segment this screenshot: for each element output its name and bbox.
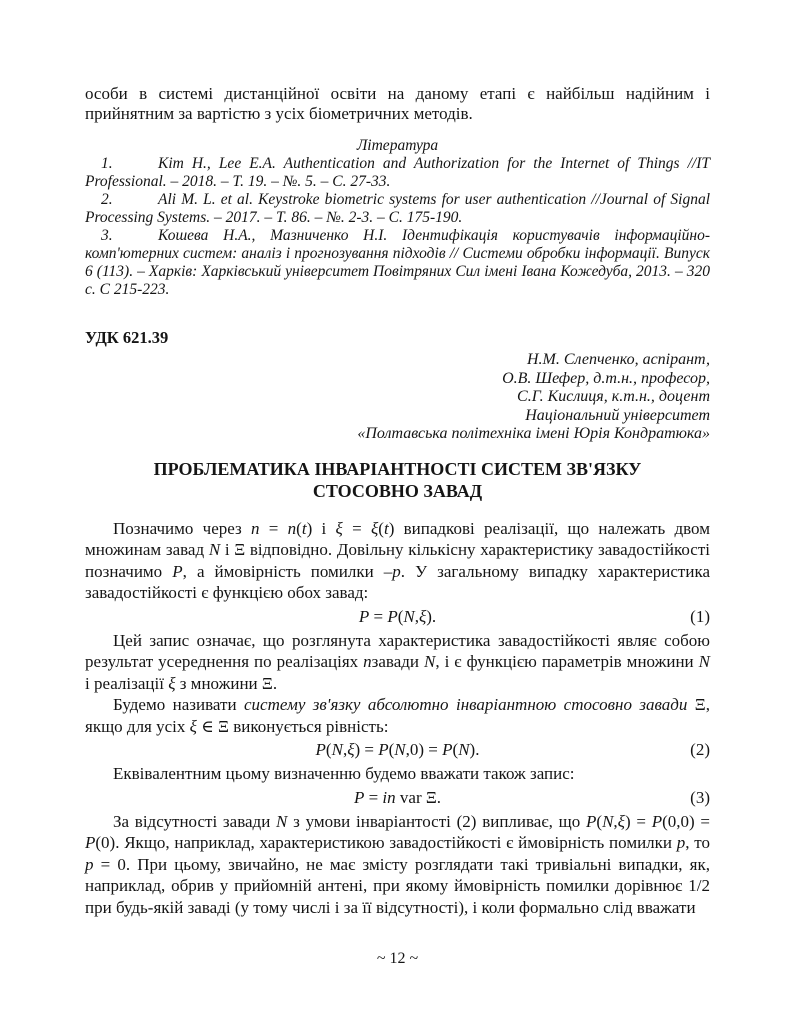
reference-number: 2. [101, 191, 113, 208]
equation-formula: P = P(N,ξ). [358, 606, 437, 626]
affiliation-line: Національний університет [525, 406, 710, 424]
equation-number: (1) [690, 606, 710, 626]
equation-1 [85, 604, 710, 630]
reference-text: Kim H., Lee E.A. Authentication and Authorization for the Internet of Things //IT Professional. – 2018. – Т. 19. – №. 5. – С. 27-33. [85, 155, 710, 190]
article-title [85, 458, 710, 502]
leading-paragraph: особи в системі дистанційної освіти на даному етапі є найбільш надійним і прийнятним за вартістю з усіх біометричних методів. [85, 84, 710, 123]
body-paragraph-2: Цей запис означає, що розглянута характеристика завадостійкості являє собою результат усереднення по реалізаціях nзавади N, і є функцією параметрів множини N і реалізації ξ з множини Ξ. [85, 630, 710, 693]
author-line: С.Г. Кислиця, к.т.н., доцент [517, 388, 710, 405]
article-title-line-2: СТОСОВНО ЗАВАД [312, 480, 483, 501]
equation-number: (3) [690, 787, 710, 807]
reference-item-2 [85, 191, 710, 227]
reference-text: Кошева Н.А., Мазниченко Н.І. Ідентифікація користувачів інформаційно-комп'ютерних систем: аналіз і прогнозування підходів // Системи обробки інформації. Випуск 6 (113). – Харків: Харківський університет Повітряних Сил імені Івана Кожедуба, 2013. – 320 с. С 215-223. [85, 227, 710, 298]
literature-heading: Література [356, 137, 439, 154]
equation-formula: P(N,ξ) = P(N,0) = P(N). [315, 740, 480, 759]
equation-3 [85, 785, 710, 811]
equation-2 [85, 737, 710, 763]
authors-block [85, 351, 710, 444]
body-paragraph-3: Будемо називати систему зв'язку абсолютно інваріантною стосовно завади Ξ, якщо для усіх ξ ∈ Ξ виконується рівність: [85, 695, 710, 736]
author-line: О.В. Шефер, д.т.н., професор, [502, 369, 710, 387]
author-line: Н.М. Слепченко, аспірант, [526, 351, 710, 368]
equation-formula: P = in var Ξ. [353, 787, 442, 807]
reference-number: 3. [101, 227, 113, 244]
body-paragraph-4: Еквівалентним цьому визначенню будемо вважати також запис: [113, 764, 575, 783]
reference-text: Ali M. L. et al. Keystroke biometric systems for user authentication //Journal of Signal Processing Systems. – 2017. – Т. 86. – №. 2-3. – С. 175-190. [85, 191, 710, 226]
body-paragraph-1: Позначимо через n = n(t) і ξ = ξ(t) випадкові реалізації, що належать двом множинам завад N і Ξ відповідно. Довільну кількісну характеристику завадостійкості позначимо P, а ймовірність помилки –p. У загальному випадку характеристика завадостійкості є функцією обох завад: [85, 518, 711, 602]
page-number: ~ 12 ~ [376, 950, 419, 967]
udk-code: УДК 621.39 [85, 328, 169, 347]
reference-item-3 [85, 227, 710, 299]
equation-number: (2) [690, 740, 710, 759]
article-title-line-1: ПРОБЛЕМАТИКА ІНВАРІАНТНОСТІ СИСТЕМ ЗВ'ЯЗКУ [153, 458, 642, 479]
affiliation-line: «Полтавська політехніка імені Юрія Кондратюка» [357, 425, 710, 442]
reference-item-1 [85, 155, 710, 191]
body-paragraph-5: За відсутності завади N з умови інваріантості (2) випливає, що P(N,ξ) = P(0,0) = P(0). Якщо, наприклад, характеристикою завадостійкості є ймовірність помилки p, то p = 0. При цьому, звичайно, не має змісту розглядати такі тривіальні випадки, як, наприклад, обрив у прийомній антені, при якому ймовірність помилки дорівнює 1/2 при будь-якій заваді (у тому числі і за її відсутності), і коли формально слід вважати [85, 811, 710, 917]
reference-number: 1. [101, 155, 113, 172]
